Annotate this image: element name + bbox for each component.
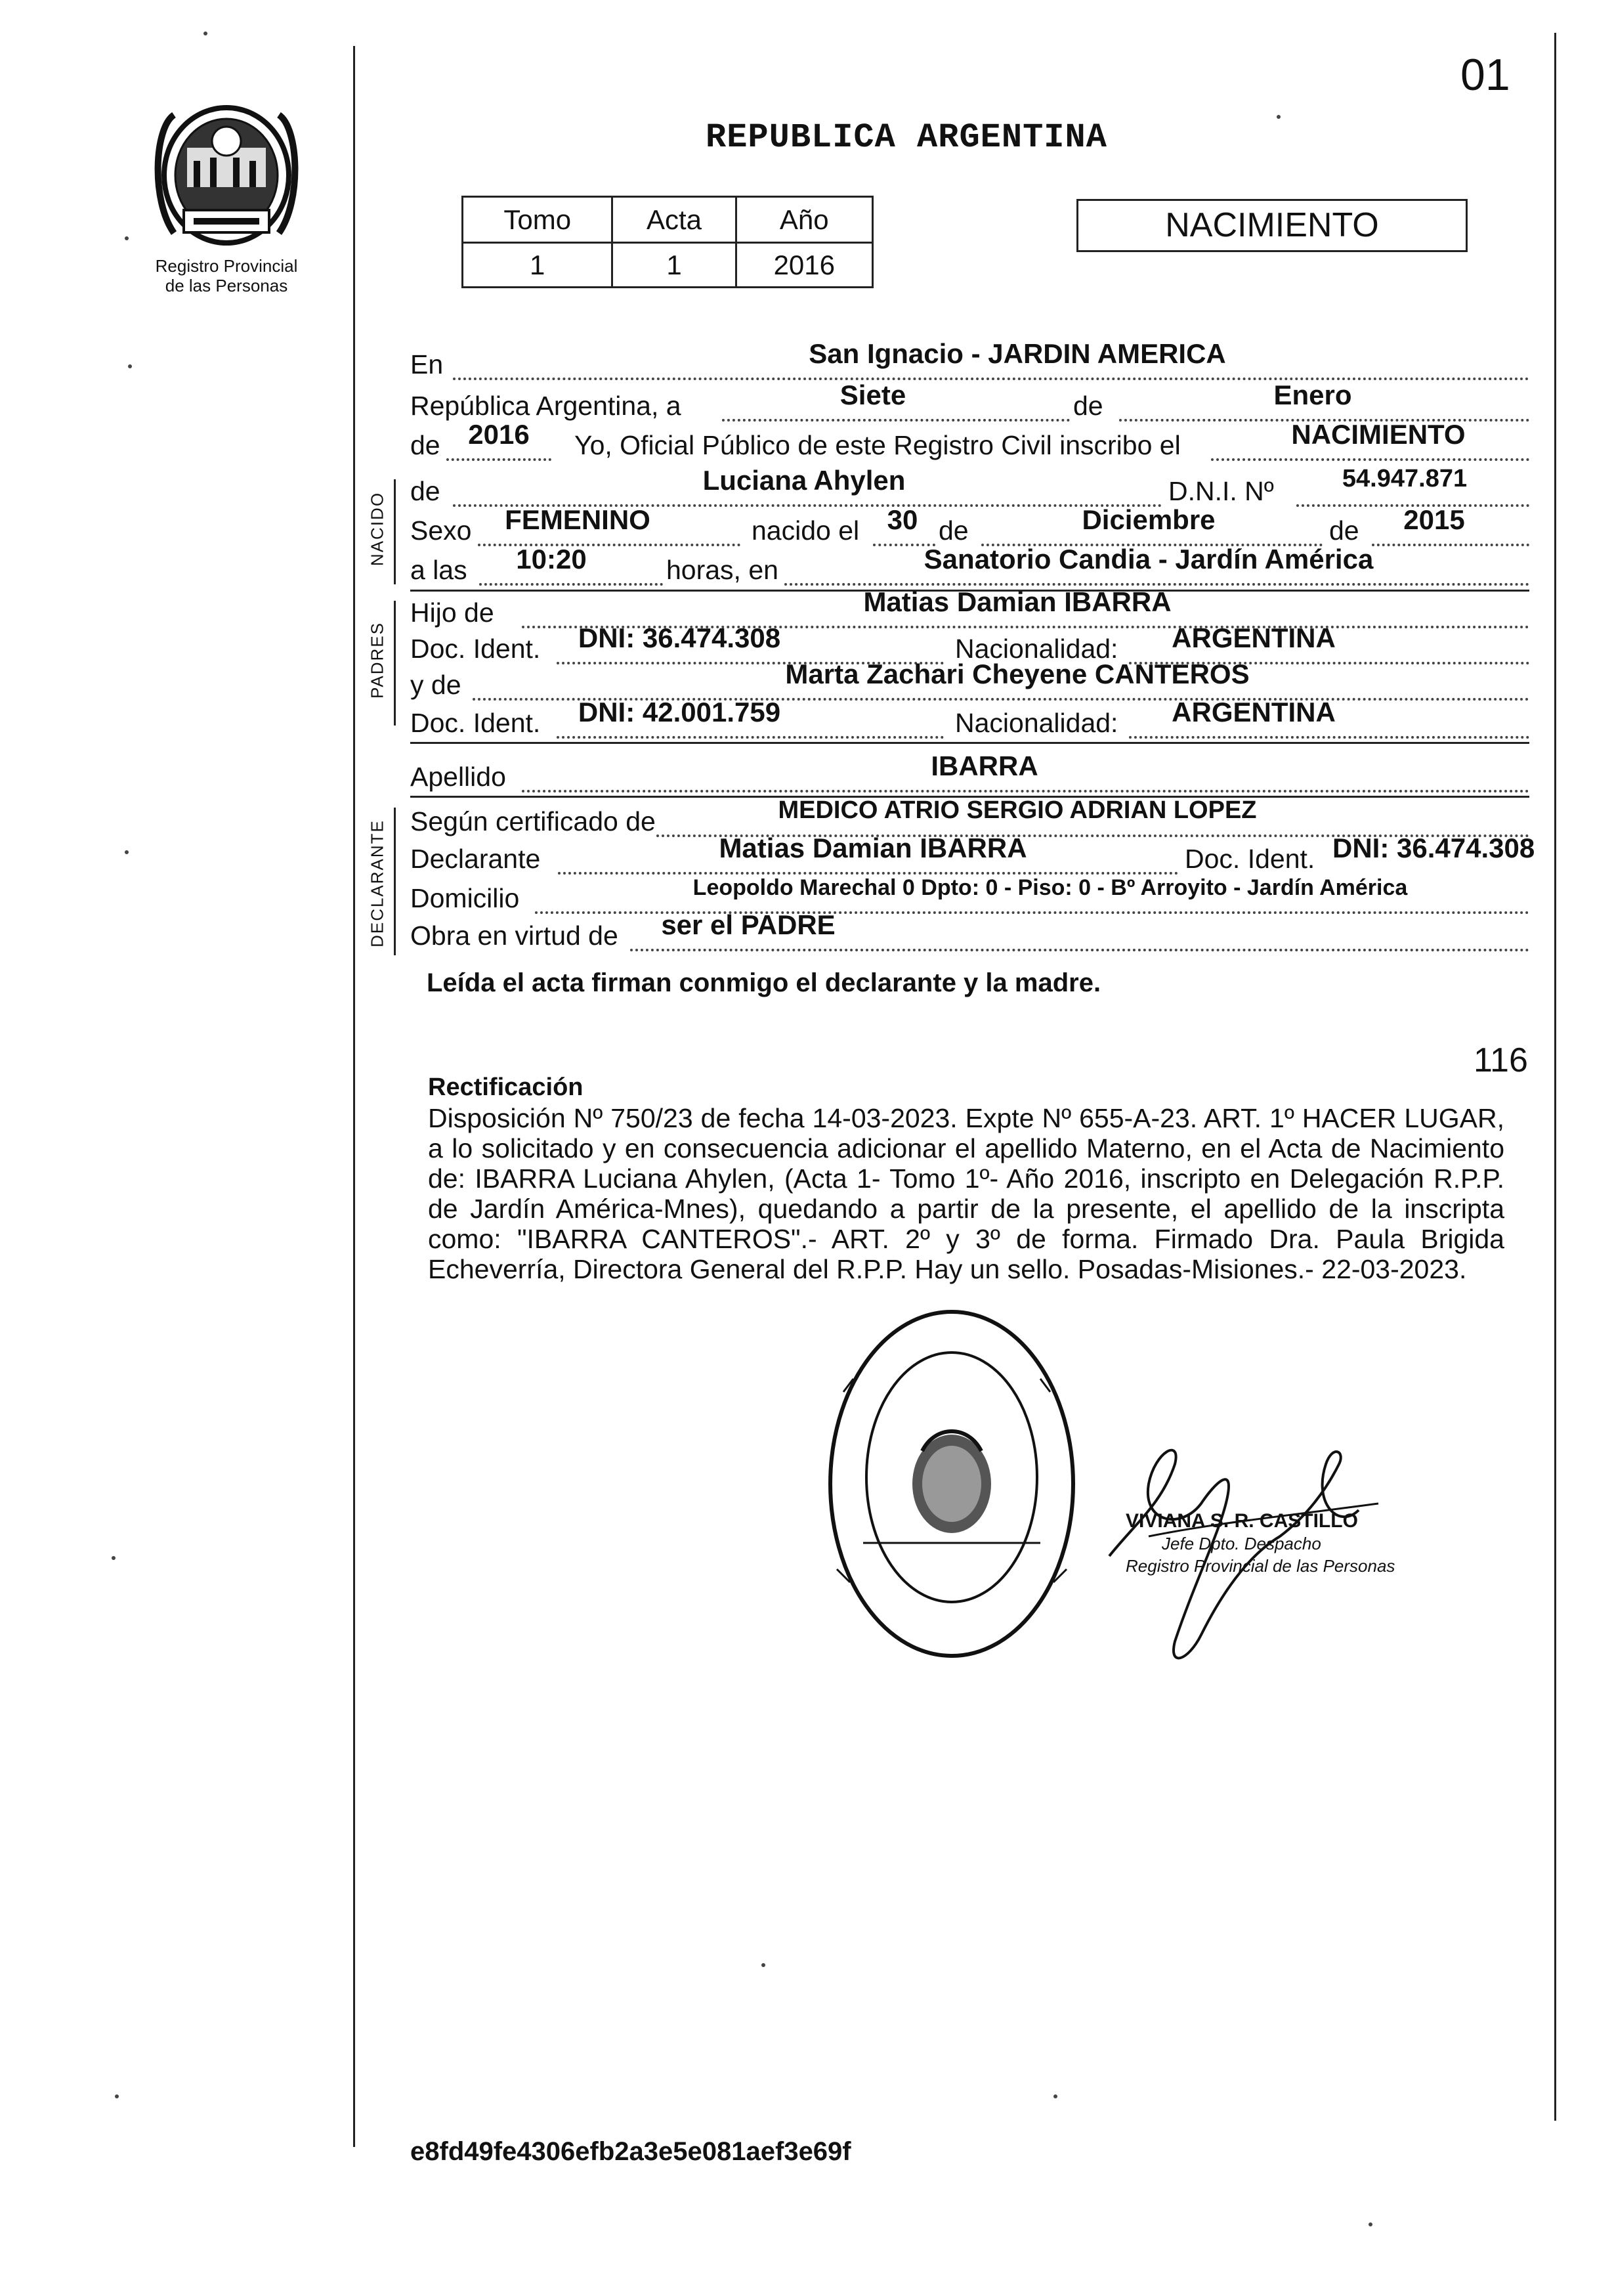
speck [112, 1556, 116, 1560]
de-label-1: de [1073, 391, 1103, 421]
day-words: Siete [839, 379, 906, 410]
tomo-value: 1 [463, 243, 612, 288]
mother-name: Marta Zachari Cheyene CANTEROS [785, 659, 1250, 689]
father-name: Matias Damian IBARRA [863, 586, 1172, 617]
rectificacion-title: Rectificación [428, 1073, 584, 1101]
domicilio-label: Domicilio [410, 883, 520, 913]
nacido-bracket [394, 479, 396, 584]
padres-bracket [394, 601, 396, 726]
sexo-label: Sexo [410, 515, 472, 546]
de-label-2: de [410, 430, 440, 460]
logo-caption-line1: Registro Provincial [155, 256, 298, 276]
horas-en-label: horas, en [666, 555, 778, 585]
birth-year: 2015 [1403, 504, 1465, 535]
mother-nationality: ARGENTINA [1172, 697, 1336, 727]
apellido-value: IBARRA [931, 750, 1038, 781]
stamp-line2: Jefe Dpto. Despacho [1162, 1534, 1321, 1553]
mother-doc-label: Doc. Ident. [410, 708, 541, 738]
rectificacion-text: Disposición Nº 750/23 de fecha 14-03-2023. Expte Nº 655-A-23. ART. 1º HACER LUGAR, a lo solicitado y en consecuencia adicionar el apellido Materno, en el Acta de Nacimiento de: IBARRA Luciana Ahylen, (Acta 1- Tomo 1º- Año 2016, inscripto en Delegación R.P.P. de Jardín América-Mnes), quedando a partir de la presente, el apellido de la inscripta como: "IBARRA CANTEROS".- ART. 2º y 3º de forma. Firmado Dra. Paula Brigida Echeverría, Directora General del R.P.P. Hay un sello. Posadas-Misiones.- 22-03-2023. [428, 1103, 1504, 1284]
declarante-bracket [394, 808, 396, 955]
dots-line-3a [446, 458, 551, 461]
speck [128, 364, 132, 368]
dots-apellido [522, 790, 1529, 792]
dots-line-3b [1211, 458, 1529, 461]
declarante-label: Declarante [410, 844, 541, 874]
dni-label: D.N.I. Nº [1168, 476, 1274, 506]
birth-place: Sanatorio Candia - Jardín América [924, 544, 1374, 574]
declarante-section-label: DECLARANTE [367, 819, 387, 947]
y-de-label: y de [410, 670, 461, 700]
speck [125, 236, 129, 240]
page-number: 01 [1460, 50, 1510, 100]
country-title: REPUBLICA ARGENTINA [706, 118, 1107, 157]
dots-padres-4a [557, 736, 944, 739]
father-nat-label: Nacionalidad: [955, 634, 1118, 664]
tomo-header: Tomo [463, 197, 612, 243]
anio-header: Año [736, 197, 872, 243]
hijo-de-label: Hijo de [410, 597, 494, 628]
signature-stamp [1126, 1510, 1395, 1577]
speck [1369, 2222, 1372, 2226]
dots-decl-2a [558, 872, 1178, 875]
father-nationality: ARGENTINA [1172, 622, 1336, 653]
speck [203, 32, 207, 35]
speck [125, 850, 129, 854]
nacido-de-label-3: de [1329, 515, 1359, 546]
a-las-label: a las [410, 555, 467, 585]
birth-month: Diciembre [1082, 504, 1216, 535]
document-hash: e8fd49fe4306efb2a3e5e081aef3e69f [410, 2137, 851, 2166]
officer-text: Yo, Oficial Público de este Registro Civil inscribo el [574, 430, 1181, 460]
month-value: Enero [1273, 379, 1352, 410]
stamp-line3: Registro Provincial de las Personas [1126, 1556, 1395, 1576]
decl-doc-label: Doc. Ident. [1185, 844, 1315, 874]
obra-label: Obra en virtud de [410, 921, 618, 951]
padres-section-label: PADRES [367, 622, 387, 699]
dots-line-2a [722, 419, 1070, 422]
domicilio-value: Leopoldo Marechal 0 Dpto: 0 - Piso: 0 - Bº Arroyito - Jardín América [692, 875, 1408, 900]
speck [761, 1963, 765, 1967]
mother-doc: DNI: 42.001.759 [578, 697, 781, 727]
apellido-label: Apellido [410, 762, 506, 792]
father-doc-label: Doc. Ident. [410, 634, 541, 664]
obra-value: ser el PADRE [661, 909, 836, 940]
speck [115, 2094, 119, 2098]
child-dni: 54.947.871 [1342, 465, 1468, 492]
dots-decl-4 [630, 949, 1529, 951]
registry-table [461, 196, 874, 288]
year-value: 2016 [468, 419, 530, 450]
province-logo [148, 102, 305, 253]
speck [1053, 2094, 1057, 2098]
logo-caption-line2: de las Personas [165, 276, 288, 295]
logo-caption [125, 256, 328, 295]
decl-doc-value: DNI: 36.474.308 [1332, 833, 1535, 863]
acta-header: Acta [612, 197, 736, 243]
child-name: Luciana Ahylen [702, 465, 906, 496]
cert-value: MEDICO ATRIO SERGIO ADRIAN LOPEZ [778, 796, 1257, 824]
birth-time: 10:20 [516, 544, 587, 574]
cert-label: Según certificado de [410, 806, 656, 836]
place-value: San Ignacio - JARDIN AMERICA [809, 338, 1226, 369]
stamp-line1: VIVIANA S. R. CASTILLO [1126, 1510, 1358, 1532]
anio-value: 2016 [736, 243, 872, 288]
nacido-de-label-2: de [939, 515, 969, 546]
dots-nacido-3b [784, 583, 1529, 586]
margin-number: 116 [1474, 1041, 1528, 1079]
dots-padres-4b [1129, 736, 1529, 739]
declarante-value: Matias Damian IBARRA [719, 833, 1027, 863]
closing-statement: Leída el acta firman conmigo el declarante y la madre. [427, 968, 1101, 997]
act-type-box: NACIMIENTO [1076, 199, 1468, 252]
acta-value: 1 [612, 243, 736, 288]
act-type-value: NACIMIENTO [1291, 419, 1466, 450]
right-margin-line [1554, 33, 1556, 2121]
birth-day: 30 [887, 504, 918, 535]
mother-nat-label: Nacionalidad: [955, 708, 1118, 738]
father-doc: DNI: 36.474.308 [578, 622, 781, 653]
nacido-el-label: nacido el [752, 515, 860, 546]
dots-nacido-3a [479, 583, 663, 586]
padres-bottom-rule [410, 742, 1529, 744]
nacido-de-label: de [410, 476, 440, 506]
speck [1277, 115, 1281, 119]
nacido-section-label: NACIDO [367, 491, 387, 567]
en-label: En [410, 349, 444, 379]
official-seal [824, 1307, 1080, 1661]
sexo-value: FEMENINO [505, 504, 650, 535]
republic-label: República Argentina, a [410, 391, 681, 421]
left-margin-line [353, 46, 355, 2147]
